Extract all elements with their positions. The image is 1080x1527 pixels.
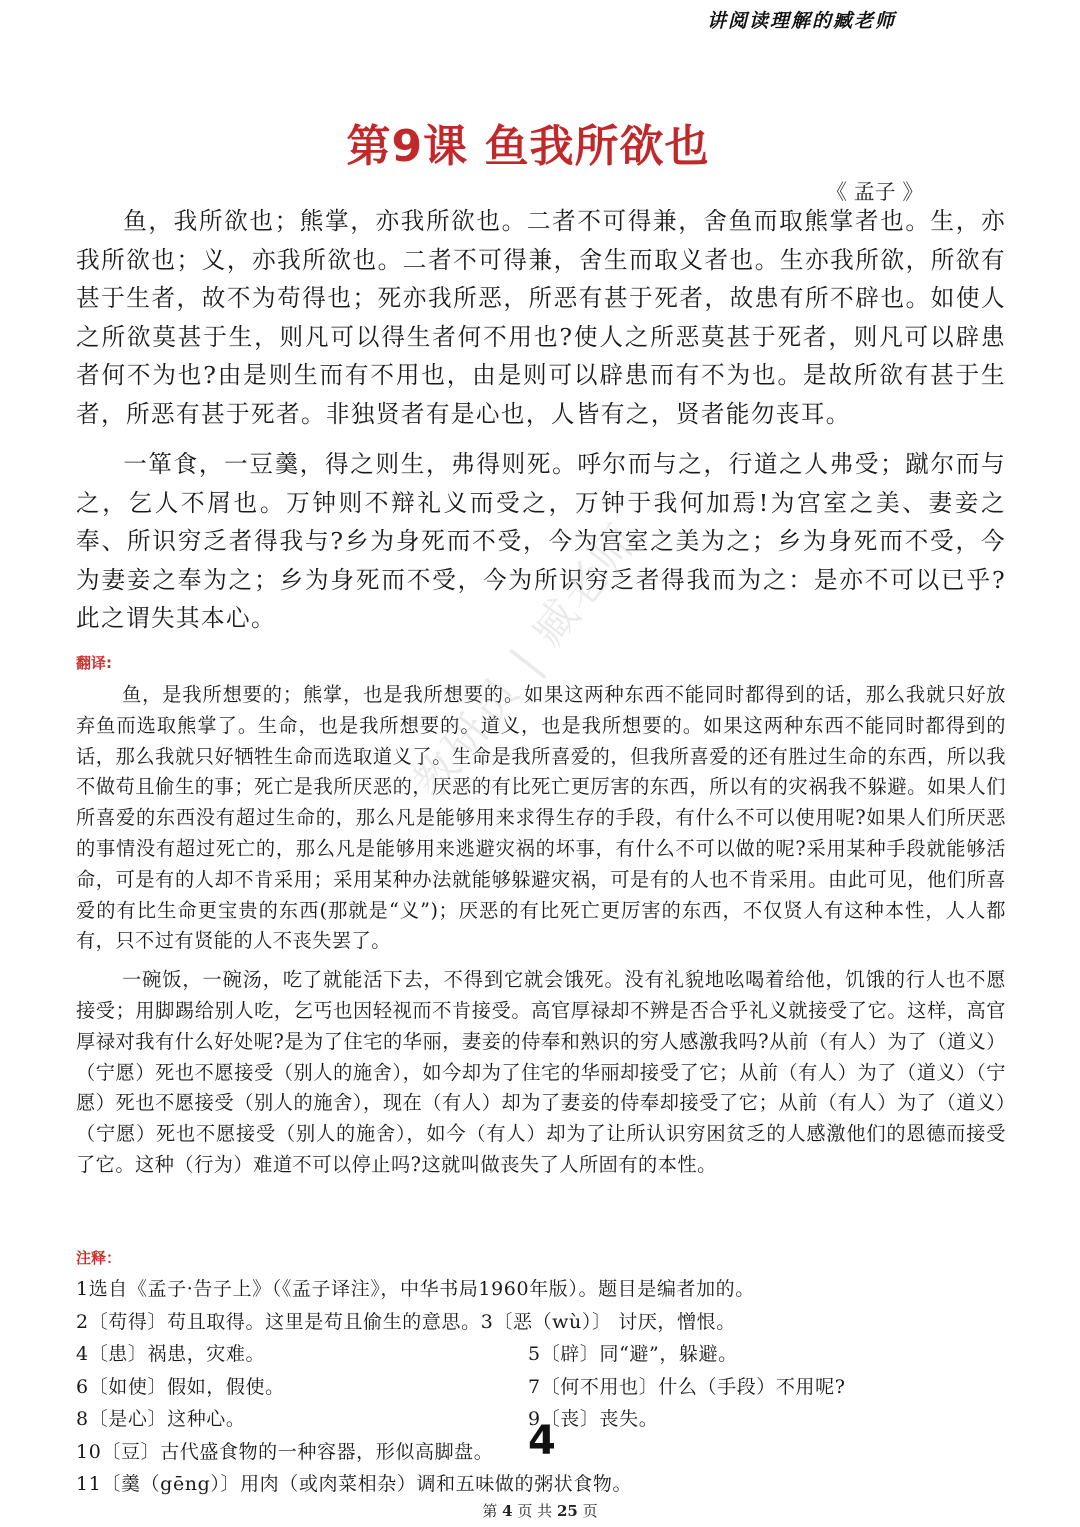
- note-row: [76, 1468, 1006, 1501]
- note-item: 2〔苟得〕苟且取得。这里是苟且偷生的意思。3〔恶（wù）〕 讨厌，憎恨。: [76, 1310, 736, 1333]
- note-item: 8〔是心〕这种心。: [76, 1408, 246, 1430]
- note-item: 5〔辟〕同“避”，躲避。: [528, 1343, 738, 1365]
- note-row: [76, 1306, 1006, 1339]
- translation-paragraph: 一碗饭，一碗汤，吃了就能活下去，不得到它就会饿死。没有礼貌地吆喝着给他，饥饿的行人也不愿接受；用脚踢给别人吃，乞丐也因轻视而不肯接受。高官厚禄却不辨是否合乎礼义就接受了它。这样，高官厚禄对我有什么好处呢?是为了住宅的华丽，妻妾的侍奉和熟识的穷人感激我吗?从前（有人）为了（道义）（宁愿）死也不愿接受（别人的施舍），如今却为了住宅的华丽却接受了它；从前（有人）为了（道义）（宁愿）死也不愿接受（别人的施舍），现在（有人）却为了妻妾的侍奉却接受了它；从前（有人）为了（道义）（宁愿）死也不愿接受（别人的施舍），如今（有人）却为了让所认识穷困贫乏的人感激他们的恩德而接受了它。这种（行为）难道不可以停止吗?这就叫做丧失了人所固有的本性。: [76, 968, 1006, 1176]
- page-marker: 4: [528, 1418, 556, 1464]
- page-title: 第9课 鱼我所欲也: [346, 121, 710, 172]
- watermark: 教研员 | 臧老师: [403, 513, 650, 809]
- note-row: [76, 1273, 1006, 1306]
- original-paragraph: 鱼，我所欲也；熊掌，亦我所欲也。二者不可得兼，舍鱼而取熊掌者也。生，亦我所欲也；义，亦我所欲也。二者不可得兼，舍生而取义者也。生亦我所欲，所欲有甚于生者，故不为苟得也；死亦我所恶，所恶有甚于死者，故患有所不辟也。如使人之所欲莫甚于生，则凡可以得生者何不用也?使人之所恶莫甚于死者，则凡可以辟患者何不为也?由是则生而有不用也，由是则可以辟患而有不为也。是故所欲有甚于生者，所恶有甚于死者。非独贤者有是心也，人皆有之，贤者能勿丧耳。: [76, 207, 1006, 428]
- author-attribution: 《 孟子 》: [826, 180, 924, 204]
- note-item: 1选自《孟子·告子上》（《孟子译注》，中华书局1960年版）。题目是编者加的。: [76, 1278, 755, 1300]
- note-item: 4〔患〕祸患，灾难。: [76, 1343, 266, 1365]
- note-item: 11〔羹（gēng）〕用肉（或肉菜相杂）调和五味做的粥状食物。: [76, 1473, 633, 1495]
- note-item: 7〔何不用也〕什么（手段）不用呢?: [528, 1375, 846, 1398]
- translation-paragraph: 鱼，是我所想要的；熊掌，也是我所想要的。如果这两种东西不能同时都得到的话，那么我就只好放弃鱼而选取熊掌了。生命，也是我所想要的。道义，也是我所想要的。如果这两种东西不能同时都得到的话，那么我就只好牺牲生命而选取道义了。生命是我所喜爱的，但我所喜爱的还有胜过生命的东西，所以我不做苟且偷生的事；死亡是我所厌恶的，厌恶的有比死亡更厉害的东西，所以有的灾祸我不躲避。如果人们所喜爱的东西没有超过生命的，那么凡是能够用来求得生存的手段，有什么不可以使用呢?如果人们所厌恶的事情没有超过死亡的，那么凡是能够用来逃避灾祸的坏事，有什么不可以做的呢?采用某种手段就能够活命，可是有的人却不肯采用；采用某种办法就能够躲避灾祸，可是有的人也不肯采用。由此可见，他们所喜爱的有比生命更宝贵的东西(那就是“义”)；厌恶的有比死亡更厉害的东西，不仅贤人有这种本性，人人都有，只不过有贤能的人不丧失罢了。: [76, 683, 1006, 953]
- notes-label: 注释：: [76, 1249, 122, 1267]
- note-row: [76, 1371, 1006, 1404]
- footer-suffix: 页: [582, 1502, 598, 1520]
- footer-middle: 页 共: [517, 1502, 553, 1520]
- translation-text: [76, 680, 1006, 1189]
- notes-list: [76, 1273, 1006, 1501]
- footer-current-page: 4: [502, 1502, 513, 1520]
- original-paragraph: 一箪食，一豆羹，得之则生，弗得则死。呼尔而与之，行道之人弗受；蹴尔而与之，乞人不屑也。万钟则不辩礼义而受之，万钟于我何加焉!为宫室之美、妻妾之奉、所识穷乏者得我与?乡为身死而不受，今为宫室之美为之；乡为身死而不受，今为妻妾之奉为之；乡为身死而不受，今为所识穷乏者得我而为之：是亦不可以已乎?此之谓失其本心。: [76, 450, 1006, 632]
- header-note: 讲阅读理解的臧老师: [706, 10, 896, 32]
- footer-prefix: 第: [482, 1502, 498, 1520]
- translation-label: 翻译:: [76, 654, 112, 672]
- page-footer: [0, 1500, 1080, 1521]
- note-row: [76, 1338, 1006, 1371]
- original-text: [76, 202, 1006, 650]
- footer-total-pages: 25: [556, 1502, 578, 1520]
- note-item: 6〔如使〕假如，假使。: [76, 1375, 285, 1398]
- note-item: 10〔豆〕古代盛食物的一种容器，形似高脚盘。: [76, 1440, 494, 1463]
- note-item: 9〔丧〕丧失。: [528, 1408, 659, 1430]
